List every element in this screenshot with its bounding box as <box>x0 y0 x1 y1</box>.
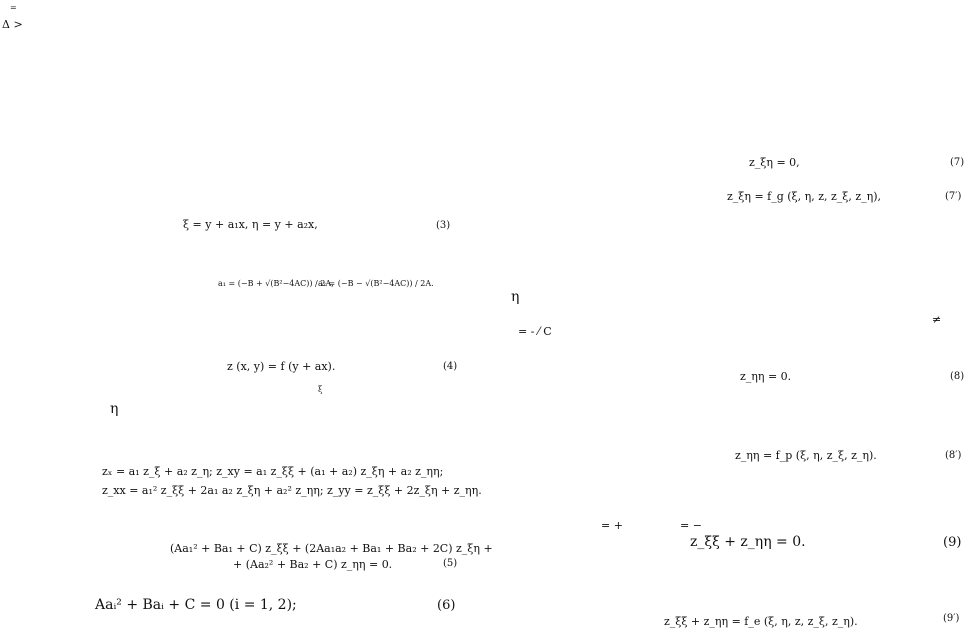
root-a2: a₂ = (−B − √(B²−4AC)) / 2A. <box>318 279 434 288</box>
left-eta-fragment: η <box>110 401 119 417</box>
mid-eta-fragment: η <box>511 289 520 305</box>
equation-9-prime-number: (9′) <box>943 613 960 624</box>
equation-3-number: (3) <box>436 220 451 231</box>
equation-5-line-2: + (Aa₂² + Ba₂ + C) z_ηη = 0. <box>233 558 393 571</box>
derivatives-line-2: z_xx = a₁² z_ξξ + 2a₁ a₂ z_ξη + a₂² z_ηη; z_yy = z_ξξ + 2z_ξη + z_ηη. <box>102 484 482 497</box>
equation-6: Aaᵢ² + Baᵢ + C = 0 (i = 1, 2); <box>95 597 297 613</box>
equation-7-prime-number: (7′) <box>945 191 962 202</box>
root-a1: a₁ = (−B + √(B²−4AC)) / 2A, <box>218 279 334 288</box>
top-delta-fragment: Δ > <box>2 18 23 31</box>
sub-equals-plus-fragment: = + <box>601 519 623 532</box>
equation-8: z_ηη = 0. <box>740 370 792 383</box>
equation-9-prime: z_ξξ + z_ηη = f_e (ξ, η, z, z_ξ, z_η). <box>664 615 858 628</box>
left-xi-fragment: ξ <box>318 385 323 394</box>
equation-4-number: (4) <box>443 361 458 372</box>
equation-7: z_ξη = 0, <box>749 156 800 169</box>
sub-equals-minus-fragment: = − <box>680 519 702 532</box>
equation-3: ξ = y + a₁x, η = y + a₂x, <box>183 218 318 231</box>
equation-6-number: (6) <box>437 598 456 613</box>
equation-4: z (x, y) = f (y + ax). <box>227 360 336 373</box>
equation-9-number: (9) <box>943 535 962 550</box>
derivatives-line-1: zₓ = a₁ z_ξ + a₂ z_η; z_xy = a₁ z_ξξ + (a₁ + a₂) z_ξη + a₂ z_ηη; <box>102 465 444 478</box>
equation-5-line-1: (Aa₁² + Ba₁ + C) z_ξξ + (2Aa₁a₂ + Ba₁ + Ba₂ + 2C) z_ξη + <box>170 542 493 555</box>
right-neq-fragment: ≠ <box>932 313 942 326</box>
equation-8-prime-number: (8′) <box>945 450 962 461</box>
equation-5-number: (5) <box>443 558 458 569</box>
equation-9: z_ξξ + z_ηη = 0. <box>690 534 806 550</box>
equation-8-number: (8) <box>950 371 965 382</box>
equation-8-prime: z_ηη = f_p (ξ, η, z_ξ, z_η). <box>735 449 877 462</box>
mid-ratio-fragment: = - ⁄ C <box>518 325 552 338</box>
top-equals-fragment: = <box>10 3 17 12</box>
equation-7-number: (7) <box>950 157 965 168</box>
equation-7-prime: z_ξη = f_g (ξ, η, z, z_ξ, z_η), <box>727 190 881 203</box>
